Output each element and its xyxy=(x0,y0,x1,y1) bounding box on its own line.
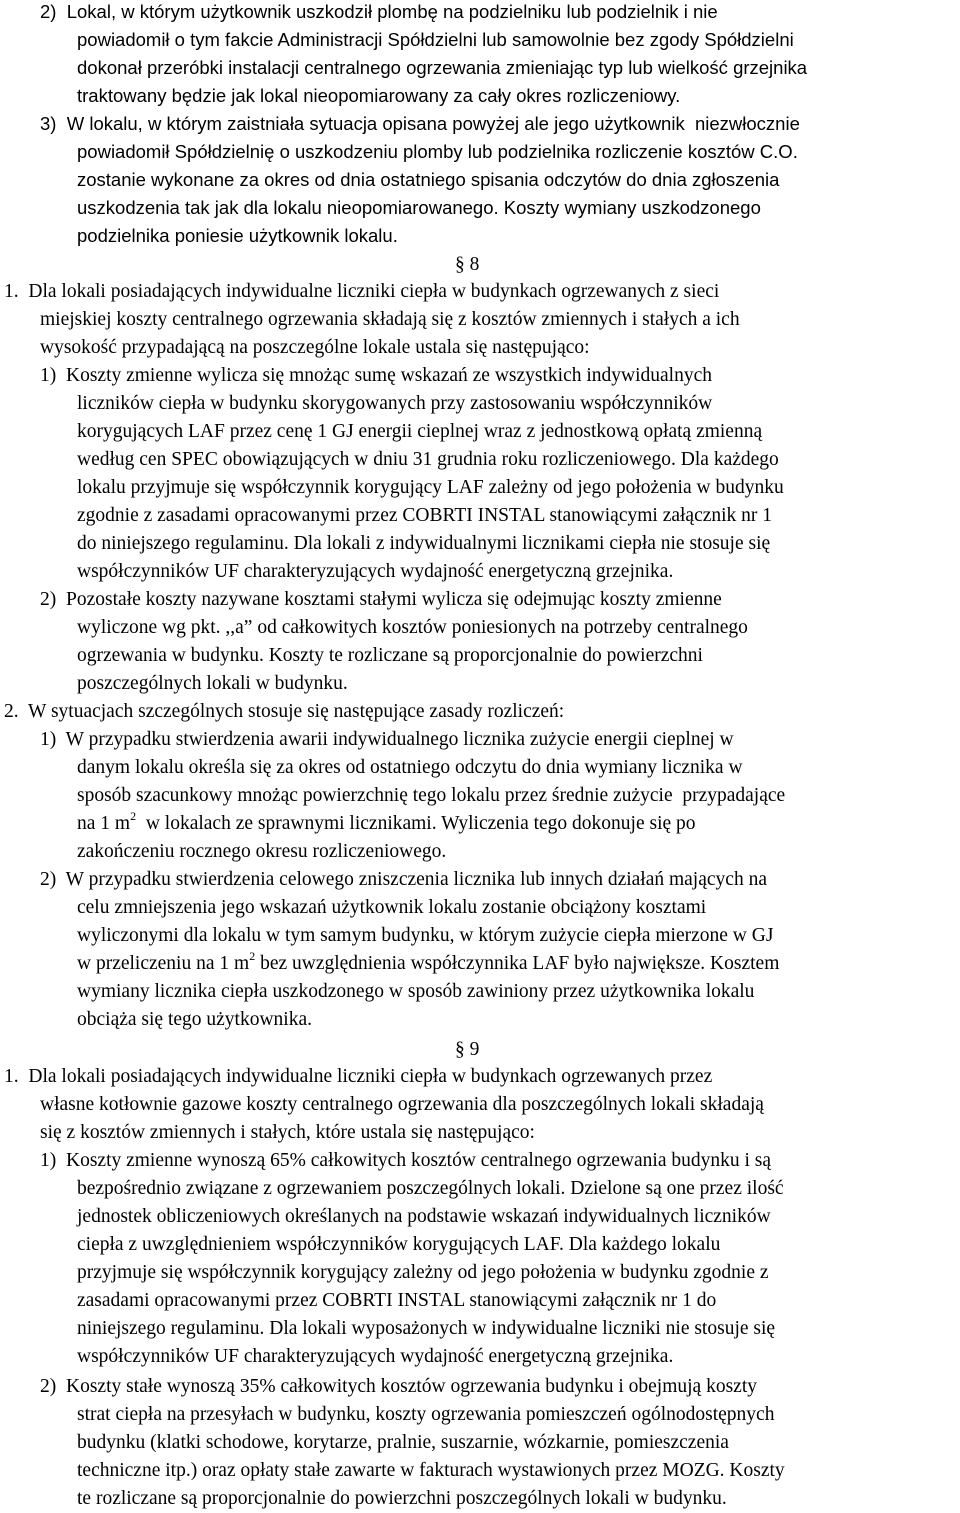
paragraph-line: 2. W sytuacjach szczególnych stosuje się następujące zasady rozliczeń: xyxy=(4,701,565,722)
paragraph-line: współczynników UF charakteryzujących wydajność energetyczną grzejnika. xyxy=(77,561,674,582)
paragraph-line: zakończeniu rocznego okresu rozliczeniowego. xyxy=(77,841,447,862)
paragraph-line: zasadami opracowanymi przez COBRTI INSTAL stanowiącymi załącznik nr 1 do xyxy=(77,1290,717,1311)
superscript: 2 xyxy=(130,809,137,823)
paragraph-line: 2) Lokal, w którym użytkownik uszkodził plombę na podzielniku lub podzielnik i nie xyxy=(40,1,718,22)
paragraph-line: lokalu przyjmuje się współczynnik korygujący LAF zależny od jego położenia w budynku xyxy=(77,477,784,498)
section-heading-8: § 8 xyxy=(455,254,480,275)
paragraph-line: korygujących LAF przez cenę 1 GJ energii cieplnej wraz z jednostkową opłatą zmienną xyxy=(77,421,763,442)
paragraph-line: ciepła z uwzględnieniem współczynników korygujących LAF. Dla każdego lokalu xyxy=(77,1234,721,1255)
paragraph-line: wyliczonymi dla lokalu w tym samym budynku, w którym zużycie ciepła mierzone w GJ xyxy=(77,925,774,946)
paragraph-line: jednostek obliczeniowych określanych na podstawie wskazań indywidualnych liczników xyxy=(77,1206,771,1227)
paragraph-line: bezpośrednio związane z ogrzewaniem poszczególnych lokali. Dzielone są one przez ilość xyxy=(77,1178,784,1199)
paragraph-line: te rozliczane są proporcjonalnie do powierzchni poszczególnych lokali w budynku. xyxy=(77,1488,727,1509)
paragraph-line: wyliczone wg pkt. ,,a” od całkowitych kosztów poniesionych na potrzeby centralnego xyxy=(77,617,748,638)
paragraph-line: się z kosztów zmiennych i stałych, które ustala się następująco: xyxy=(40,1122,535,1143)
paragraph-line: 1) Koszty zmienne wylicza się mnożąc sumę wskazań ze wszystkich indywidualnych xyxy=(40,365,712,386)
paragraph-line xyxy=(77,949,780,974)
paragraph-line xyxy=(77,809,696,834)
paragraph-line: miejskiej koszty centralnego ogrzewania składają się z kosztów zmiennych i stałych a ich xyxy=(40,309,740,330)
paragraph-line: 2) W przypadku stwierdzenia celowego zniszczenia licznika lub innych działań mających na xyxy=(40,869,767,890)
line-text: na 1 m xyxy=(77,813,131,834)
paragraph-line: podzielnika poniesie użytkownik lokalu. xyxy=(77,225,398,246)
paragraph-line: uszkodzenia tak jak dla lokalu nieopomiarowanego. Koszty wymiany uszkodzonego xyxy=(77,197,761,218)
paragraph-line: według cen SPEC obowiązujących w dniu 31 grudnia roku rozliczeniowego. Dla każdego xyxy=(77,449,779,470)
paragraph-line: powiadomił Spółdzielnię o uszkodzeniu plomby lub podzielnika rozliczenie kosztów C.O. xyxy=(77,141,798,162)
paragraph-line: 1. Dla lokali posiadających indywidualne liczniki ciepła w budynkach ogrzewanych przez xyxy=(4,1066,713,1087)
paragraph-line: liczników ciepła w budynku skorygowanych przy zastosowaniu współczynników xyxy=(77,393,713,414)
paragraph-line: 1) W przypadku stwierdzenia awarii indywidualnego licznika zużycie energii cieplnej w xyxy=(40,729,734,750)
paragraph-line: techniczne itp.) oraz opłaty stałe zawarte w fakturach wystawionych przez MOZG. Koszty xyxy=(77,1460,785,1481)
paragraph-line: 2) Koszty stałe wynoszą 35% całkowitych kosztów ogrzewania budynku i obejmują koszty xyxy=(40,1376,757,1397)
paragraph-line: niniejszego regulaminu. Dla lokali wyposażonych w indywidualne liczniki nie stosuje się xyxy=(77,1318,776,1339)
paragraph-line: 2) Pozostałe koszty nazywane kosztami stałymi wylicza się odejmując koszty zmienne xyxy=(40,589,722,610)
paragraph-line: 3) W lokalu, w którym zaistniała sytuacja opisana powyżej ale jego użytkownik niezwłocznie xyxy=(40,113,800,134)
paragraph-line: współczynników UF charakteryzujących wydajność energetyczną grzejnika. xyxy=(77,1346,674,1367)
paragraph-line: danym lokalu określa się za okres od ostatniego odczytu do dnia wymiany licznika w xyxy=(77,757,743,778)
paragraph-line: obciąża się tego użytkownika. xyxy=(77,1009,312,1030)
paragraph-line: 1. Dla lokali posiadających indywidualne liczniki ciepła w budynkach ogrzewanych z sieci xyxy=(4,281,720,302)
line-text: w lokalach ze sprawnymi licznikami. Wyliczenia tego dokonuje się po xyxy=(145,813,696,834)
paragraph-line: traktowany będzie jak lokal nieopomiarowany za cały okres rozliczeniowy. xyxy=(77,85,681,106)
paragraph-line: własne kotłownie gazowe koszty centralnego ogrzewania dla poszczególnych lokali składają xyxy=(40,1094,764,1115)
section-heading-9: § 9 xyxy=(455,1039,480,1060)
superscript: 2 xyxy=(249,949,256,963)
paragraph-line: powiadomił o tym fakcie Administracji Spółdzielni lub samowolnie bez zgody Spółdzielni xyxy=(77,29,794,50)
paragraph-line: celu zmniejszenia jego wskazań użytkownik lokalu zostanie obciążony kosztami xyxy=(77,897,707,918)
paragraph-line: budynku (klatki schodowe, korytarze, pralnie, suszarnie, wózkarnie, pomieszczenia xyxy=(77,1432,729,1453)
paragraph-line: zostanie wykonane za okres od dnia ostatniego spisania odczytów do dnia zgłoszenia xyxy=(77,169,780,190)
paragraph-line: poszczególnych lokali w budynku. xyxy=(77,673,348,694)
paragraph-line: zgodnie z zasadami opracowanymi przez COBRTI INSTAL stanowiącymi załącznik nr 1 xyxy=(77,505,773,526)
paragraph-line: 1) Koszty zmienne wynoszą 65% całkowitych kosztów centralnego ogrzewania budynku i są xyxy=(40,1150,772,1171)
paragraph-line: ogrzewania w budynku. Koszty te rozliczane są proporcjonalnie do powierzchni xyxy=(77,645,703,666)
paragraph-line: wymiany licznika ciepła uszkodzonego w sposób zawiniony przez użytkownika lokalu xyxy=(77,981,755,1002)
line-text: bez uwzględnienia współczynnika LAF było największe. Kosztem xyxy=(260,953,780,974)
line-text: w przeliczeniu na 1 m xyxy=(77,953,250,974)
paragraph-line: strat ciepła na przesyłach w budynku, koszty ogrzewania pomieszczeń ogólnodostępnych xyxy=(77,1404,775,1425)
paragraph-line: wysokość przypadającą na poszczególne lokale ustala się następująco: xyxy=(40,337,590,358)
paragraph-line: dokonał przeróbki instalacji centralnego ogrzewania zmieniając typ lub wielkość grzejnika xyxy=(77,57,808,78)
paragraph-line: przyjmuje się współczynnik korygujący zależny od jego położenia w budynku zgodnie z xyxy=(77,1262,769,1283)
paragraph-line: sposób szacunkowy mnożąc powierzchnię tego lokalu przez średnie zużycie przypadające xyxy=(77,785,786,806)
paragraph-line: do niniejszego regulaminu. Dla lokali z indywidualnymi licznikami ciepła nie stosuje się xyxy=(77,533,771,554)
